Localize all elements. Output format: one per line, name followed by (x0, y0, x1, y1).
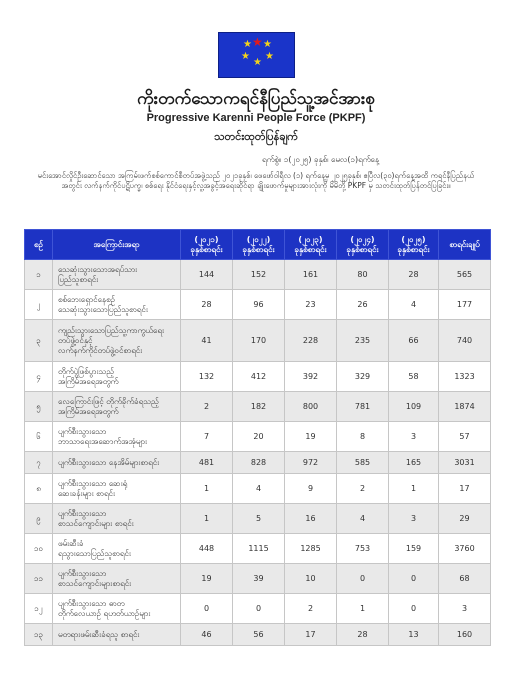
year-value-cell: 228 (285, 320, 337, 362)
table-row (25, 392, 491, 422)
year-value-cell: 66 (389, 320, 439, 362)
total-cell: 29 (439, 504, 491, 534)
description-cell: ဖမ်းဆီးခံ ရသွားသောပြည်သူစာရင်း (53, 534, 181, 564)
table-row (25, 422, 491, 452)
year-value-cell: 1 (181, 504, 233, 534)
row-number-cell: ၈ (25, 474, 53, 504)
total-cell: 177 (439, 290, 491, 320)
total-cell: 1874 (439, 392, 491, 422)
description-cell: ပျက်စီးသွားသော ဘာသာရေးအဆောက်အအုံများ (53, 422, 181, 452)
row-number-cell: ၃ (25, 320, 53, 362)
column-header: (၂၀၂၄) ခုနှစ်စာရင်း (337, 230, 389, 260)
year-value-cell: 28 (389, 260, 439, 290)
total-cell: 57 (439, 422, 491, 452)
year-value-cell: 39 (233, 564, 285, 594)
year-value-cell: 8 (337, 422, 389, 452)
row-number-cell: ၁၂ (25, 594, 53, 624)
total-cell: 68 (439, 564, 491, 594)
star-icon: ★ (241, 51, 250, 62)
table-row (25, 474, 491, 504)
year-value-cell: 132 (181, 362, 233, 392)
statistics-table (24, 229, 491, 646)
row-number-cell: ၉ (25, 504, 53, 534)
year-value-cell: 1 (337, 594, 389, 624)
table-row (25, 564, 491, 594)
year-value-cell: 2 (285, 594, 337, 624)
total-cell: 565 (439, 260, 491, 290)
description-cell: ပျက်စီးသွားသော စာသင်ကျောင်းများစာရင်း (53, 564, 181, 594)
karenni-flag (218, 32, 295, 78)
year-value-cell: 5 (233, 504, 285, 534)
description-cell: ပျက်စီးသွားသော ဆေးရုံ ဆေးခန်းများ စာရင်း (53, 474, 181, 504)
year-value-cell: 20 (233, 422, 285, 452)
column-header: (၂၀၂၁) ခုနှစ်စာရင်း (181, 230, 233, 260)
year-value-cell: 781 (337, 392, 389, 422)
year-value-cell: 0 (233, 594, 285, 624)
column-header: (၂၀၂၂) ခုနှစ်စာရင်း (233, 230, 285, 260)
row-number-cell: ၆ (25, 422, 53, 452)
year-value-cell: 26 (337, 290, 389, 320)
year-value-cell: 1 (181, 474, 233, 504)
row-number-cell: ၁၀ (25, 534, 53, 564)
star-icon: ★ (253, 57, 262, 68)
row-number-cell: ၁၃ (25, 624, 53, 646)
year-value-cell: 16 (285, 504, 337, 534)
year-value-cell: 13 (389, 624, 439, 646)
description-cell: စစ်ဘေးရှောင်နေစဉ် သေဆုံးသွားသောပြည်သူစာရင်း (53, 290, 181, 320)
total-cell: 3760 (439, 534, 491, 564)
year-value-cell: 1115 (233, 534, 285, 564)
table-row (25, 320, 491, 362)
org-name-burmese: ကိုးတက်သောကရင်နီပြည်သူ့အင်အားစု (137, 89, 375, 109)
column-header: (၂၀၂၃) ခုနှစ်စာရင်း (285, 230, 337, 260)
year-value-cell: 182 (233, 392, 285, 422)
year-value-cell: 9 (285, 474, 337, 504)
year-value-cell: 4 (389, 290, 439, 320)
year-value-cell: 19 (285, 422, 337, 452)
year-value-cell: 0 (389, 564, 439, 594)
year-value-cell: 392 (285, 362, 337, 392)
table-row (25, 260, 491, 290)
row-number-cell: ၂ (25, 290, 53, 320)
year-value-cell: 19 (181, 564, 233, 594)
intro-paragraph: မင်းအောင်လှိုင်ဦးဆောင်သော အကြမ်းဖက်စစ်ကောင်စီတပ်အဖွဲ့သည် ၂၀၂၁ခုနှစ်၊ ဖေဖော်ဝါရီလ (၁) ရက်နေ့မှ ၂၀၂၅ခုနှစ်၊ ဧပြီလ(၃၀)ရက်နေ့အထိ ကရင်နီပြည်နယ်အတွင်း လက်နက်ကိုင်ပဋိပက္ခ၊ စစ်ရေး နိုင်ငံရေးနှင့်လူ့အခွင့်အရေးဆိုင်ရာ ချိုးဖောက်မှုများအားလုံးကို မိမိတို့ PKPF မှ သတင်းထုတ်ပြန်တင်ပြခြင်း။ (37, 171, 475, 190)
year-value-cell: 10 (285, 564, 337, 594)
year-value-cell: 972 (285, 452, 337, 474)
year-value-cell: 17 (285, 624, 337, 646)
table-row (25, 290, 491, 320)
year-value-cell: 23 (285, 290, 337, 320)
year-value-cell: 28 (337, 624, 389, 646)
table-body (25, 260, 491, 646)
year-value-cell: 4 (337, 504, 389, 534)
description-cell: တိုက်ပွဲဖြစ်ပွားသည့် အကြိမ်အရေအတွက် (53, 362, 181, 392)
red-star-icon: ★ (252, 35, 263, 49)
description-cell: မတရားဖမ်းဆီးခံရသူ စာရင်း (53, 624, 181, 646)
row-number-cell: ၇ (25, 452, 53, 474)
row-number-cell: ၄ (25, 362, 53, 392)
year-value-cell: 753 (337, 534, 389, 564)
year-value-cell: 1 (389, 474, 439, 504)
star-icon: ★ (263, 39, 272, 50)
total-cell: 160 (439, 624, 491, 646)
table-row (25, 452, 491, 474)
description-cell: လေကြောင်းဖြင့် တိုက်ခိုက်ခံရသည့် အကြိမ်အရေအတွက် (53, 392, 181, 422)
year-value-cell: 109 (389, 392, 439, 422)
total-cell: 740 (439, 320, 491, 362)
year-value-cell: 585 (337, 452, 389, 474)
year-value-cell: 80 (337, 260, 389, 290)
table-row (25, 624, 491, 646)
year-value-cell: 144 (181, 260, 233, 290)
total-cell: 3 (439, 594, 491, 624)
total-cell: 17 (439, 474, 491, 504)
total-cell: 3031 (439, 452, 491, 474)
table-header-row (25, 230, 491, 260)
year-value-cell: 46 (181, 624, 233, 646)
total-cell: 1323 (439, 362, 491, 392)
column-header: စာရင်းချုပ် (439, 230, 491, 260)
table-row (25, 534, 491, 564)
year-value-cell: 3 (389, 422, 439, 452)
year-value-cell: 7 (181, 422, 233, 452)
year-value-cell: 165 (389, 452, 439, 474)
year-value-cell: 0 (181, 594, 233, 624)
year-value-cell: 235 (337, 320, 389, 362)
description-cell: ပျက်စီးသွားသော ဓာတ တိုက်လေယာဉ် ရဟတ်ယာဉ်များ (53, 594, 181, 624)
year-value-cell: 152 (233, 260, 285, 290)
year-value-cell: 1285 (285, 534, 337, 564)
year-value-cell: 159 (389, 534, 439, 564)
column-header: အကြောင်းအရာ (53, 230, 181, 260)
table-row (25, 594, 491, 624)
year-value-cell: 96 (233, 290, 285, 320)
year-value-cell: 170 (233, 320, 285, 362)
year-value-cell: 28 (181, 290, 233, 320)
description-cell: ကျည်းသွားသောပြည်သူ့ကာကွယ်ရေး တပ်ဖွဲ့ဝင်နှင့် လက်နက်ကိုင်တပ်ဖွဲ့ဝင်စာရင်း (53, 320, 181, 362)
year-value-cell: 2 (181, 392, 233, 422)
document-type: သတင်းထုတ်ပြန်ချက် (213, 130, 299, 143)
column-header: စဉ် (25, 230, 53, 260)
year-value-cell: 412 (233, 362, 285, 392)
year-value-cell: 0 (389, 594, 439, 624)
year-value-cell: 2 (337, 474, 389, 504)
column-header: (၂၀၂၅) ခုနှစ်စာရင်း (389, 230, 439, 260)
year-value-cell: 4 (233, 474, 285, 504)
year-value-cell: 329 (337, 362, 389, 392)
row-number-cell: ၅ (25, 392, 53, 422)
star-icon: ★ (265, 51, 274, 62)
description-cell: ပျက်စီးသွားသော စာသင်ကျောင်းများ စာရင်း (53, 504, 181, 534)
document-date: ရက်စွဲ။ ၁(၂၀၂၅) ခုနှစ်၊ မေလ(၁)ရက်နေ့ (262, 155, 380, 164)
year-value-cell: 58 (389, 362, 439, 392)
description-cell: ပျက်စီးသွားသော နေအိမ်များစာရင်း (53, 452, 181, 474)
year-value-cell: 481 (181, 452, 233, 474)
year-value-cell: 161 (285, 260, 337, 290)
year-value-cell: 0 (337, 564, 389, 594)
year-value-cell: 800 (285, 392, 337, 422)
table-row (25, 362, 491, 392)
year-value-cell: 828 (233, 452, 285, 474)
year-value-cell: 3 (389, 504, 439, 534)
table-row (25, 504, 491, 534)
star-icon: ★ (243, 39, 252, 50)
row-number-cell: ၁ (25, 260, 53, 290)
year-value-cell: 56 (233, 624, 285, 646)
year-value-cell: 41 (181, 320, 233, 362)
row-number-cell: ၁၁ (25, 564, 53, 594)
org-name-english: Progressive Karenni People Force (PKPF) (146, 112, 366, 124)
year-value-cell: 448 (181, 534, 233, 564)
description-cell: သေဆုံးသွားသောအရပ်သား ပြည်သူစာရင်း (53, 260, 181, 290)
